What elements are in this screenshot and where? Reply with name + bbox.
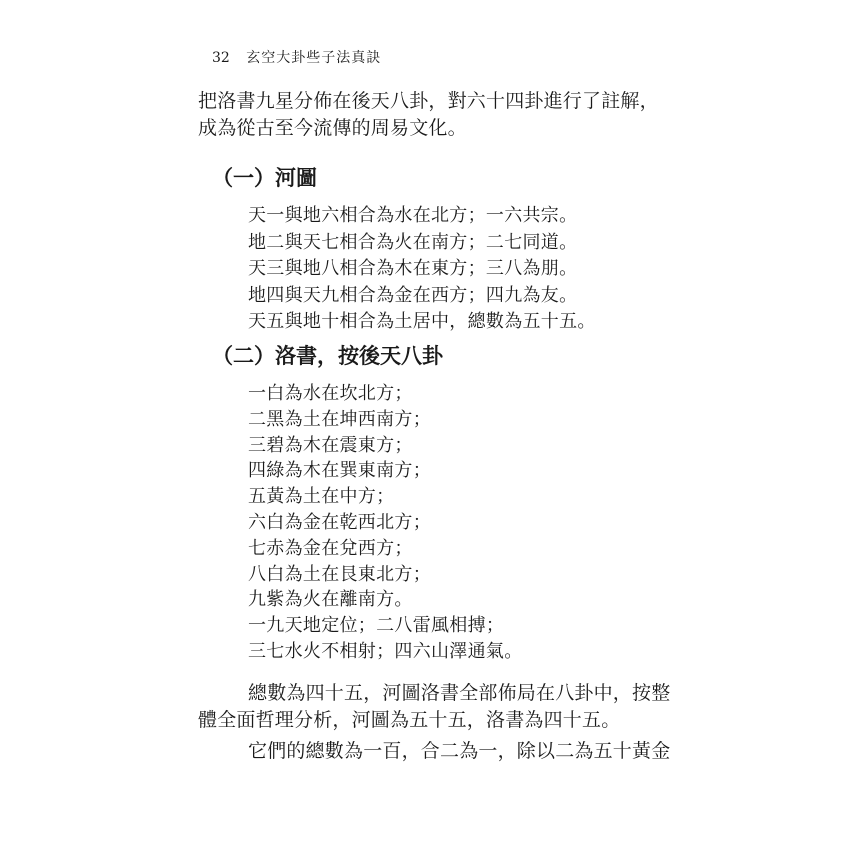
list-item: 天三與地八相合為木在東方；三八為朋。 (248, 258, 578, 279)
list-item: 一白為水在坎北方； (248, 383, 413, 404)
summary-line-1: 總數為四十五，河圖洛書全部佈局在八卦中，按整 (248, 682, 671, 704)
list-item: 五黃為土在中方； (248, 486, 395, 508)
list-item: 三碧為木在震東方； (248, 434, 413, 456)
list-item: 天五與地十相合為土居中，總數為五十五。 (248, 311, 596, 332)
running-title: 玄空大卦些子法真訣 (246, 50, 382, 66)
list-item: 一九天地定位；二八雷風相搏； (248, 615, 505, 637)
list-item: 七赤為金在兌西方； (248, 537, 413, 559)
list-item: 地四與天九相合為金在西方；四九為友。 (248, 284, 578, 306)
list-item: 八白為土在艮東北方； (248, 563, 431, 585)
hetu-list (248, 203, 596, 336)
summary-line-3: 它們的總數為一百，合二為一，除以二為五十黃金 (248, 740, 671, 762)
list-item: 地二與天七相合為火在南方；二七同道。 (248, 231, 578, 253)
list-item: 六白為金在乾西北方； (248, 511, 431, 533)
page-number: 32 (212, 50, 230, 66)
intro-line-1: 把洛書九星分佈在後天八卦，對六十四卦進行了註解， (198, 90, 659, 112)
list-item: 九紫為火在離南方。 (248, 589, 413, 611)
section-heading-hetu: （一）河圖 (212, 166, 317, 190)
list-item: 四綠為木在巽東南方； (248, 460, 431, 482)
luoshu-list (248, 381, 523, 665)
list-item: 三七水火不相射；四六山澤通氣。 (248, 640, 523, 662)
section-heading-luoshu: （二）洛書，按後天八卦 (212, 344, 443, 368)
list-item: 天一與地六相合為水在北方；一六共宗。 (248, 205, 578, 226)
page-header (212, 50, 381, 66)
list-item: 二黑為土在坤西南方； (248, 408, 431, 430)
summary-line-2: 體全面哲理分析，河圖為五十五，洛書為四十五。 (198, 709, 621, 731)
intro-line-2: 成為從古至今流傳的周易文化。 (198, 117, 467, 139)
